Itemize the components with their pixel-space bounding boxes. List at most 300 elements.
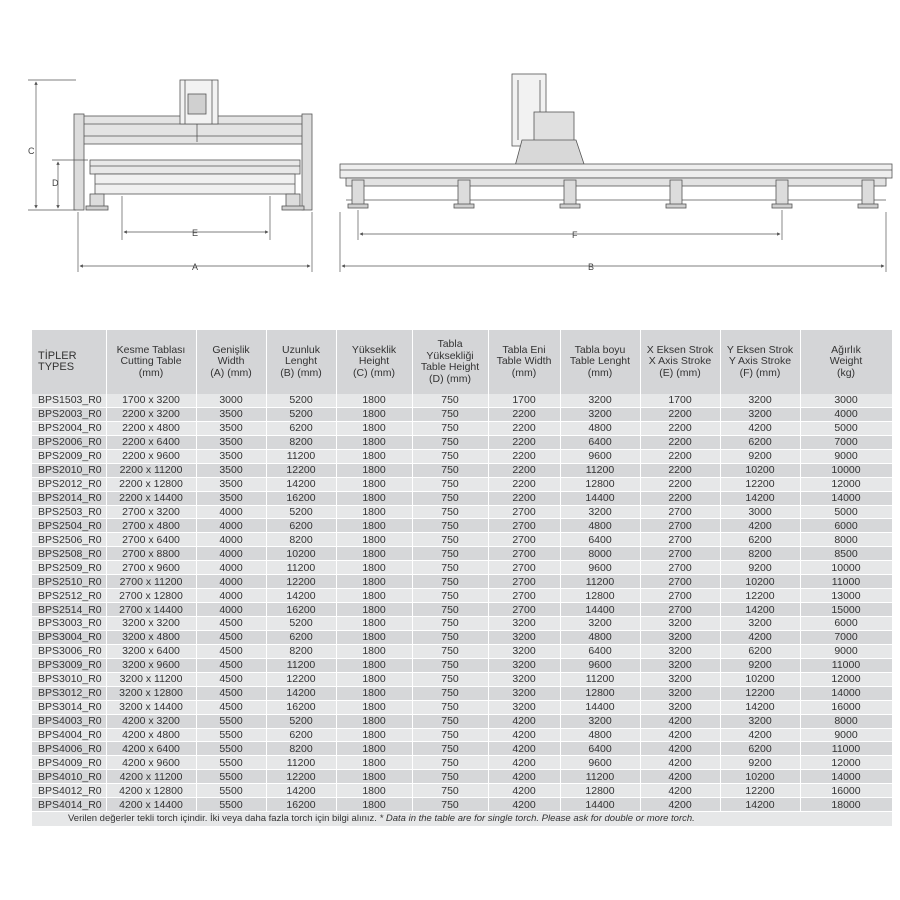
table-cell: 2700 x 11200 (106, 575, 196, 589)
table-cell: 6400 (560, 533, 640, 547)
table-cell: 3200 x 11200 (106, 672, 196, 686)
table-cell: 16200 (266, 603, 336, 617)
table-cell: 2200 x 3200 (106, 407, 196, 421)
table-cell: 3000 (196, 394, 266, 407)
table-row (32, 519, 892, 533)
spec-table-section (32, 330, 892, 826)
table-cell: 4800 (560, 519, 640, 533)
table-cell: 1800 (336, 630, 412, 644)
table-cell: 2700 x 3200 (106, 505, 196, 519)
table-cell: 14000 (800, 491, 892, 505)
table-cell: 5200 (266, 407, 336, 421)
table-cell: 12800 (560, 784, 640, 798)
table-cell: 14000 (800, 770, 892, 784)
type-cell: BPS2004_R0 (32, 421, 106, 435)
table-cell: 9000 (800, 644, 892, 658)
side-view-drawing (340, 74, 892, 208)
column-header (196, 330, 266, 394)
table-cell: 16000 (800, 700, 892, 714)
table-cell: 8200 (720, 547, 800, 561)
column-header-line: (mm) (511, 366, 537, 379)
table-cell: 9600 (560, 756, 640, 770)
table-cell: 4200 (720, 519, 800, 533)
table-cell: 750 (412, 686, 488, 700)
table-row (32, 784, 892, 798)
table-row (32, 477, 892, 491)
table-cell: 750 (412, 407, 488, 421)
table-cell: 1800 (336, 533, 412, 547)
table-cell: 8200 (266, 644, 336, 658)
table-cell: 1700 x 3200 (106, 394, 196, 407)
table-cell: 5200 (266, 617, 336, 631)
table-footnote (32, 812, 892, 826)
table-cell: 2700 (488, 575, 560, 589)
table-cell: 12200 (266, 672, 336, 686)
table-cell: 14000 (800, 686, 892, 700)
table-cell: 5500 (196, 714, 266, 728)
column-header-line: Tabla (437, 338, 463, 350)
table-cell: 5000 (800, 421, 892, 435)
table-cell: 2700 x 8800 (106, 547, 196, 561)
table-cell: 4200 x 11200 (106, 770, 196, 784)
table-cell: 4200 (720, 421, 800, 435)
table-cell: 1800 (336, 435, 412, 449)
table-cell: 8200 (266, 435, 336, 449)
table-cell: 4200 (720, 630, 800, 644)
table-cell: 4500 (196, 630, 266, 644)
table-row (32, 658, 892, 672)
table-cell: 2700 x 4800 (106, 519, 196, 533)
table-cell: 2700 (640, 603, 720, 617)
table-cell: 750 (412, 589, 488, 603)
table-cell: 3500 (196, 421, 266, 435)
table-row (32, 435, 892, 449)
table-cell: 750 (412, 658, 488, 672)
table-cell: 14200 (266, 589, 336, 603)
table-cell: 750 (412, 421, 488, 435)
table-cell: 4200 (488, 742, 560, 756)
table-cell: 4200 (720, 728, 800, 742)
table-cell: 1800 (336, 575, 412, 589)
table-cell: 750 (412, 700, 488, 714)
table-cell: 4200 x 4800 (106, 728, 196, 742)
table-cell: 3500 (196, 449, 266, 463)
table-cell: 4200 x 12800 (106, 784, 196, 798)
table-cell: 2700 (640, 519, 720, 533)
table-cell: 12800 (560, 589, 640, 603)
table-cell: 2200 x 4800 (106, 421, 196, 435)
table-cell: 3500 (196, 491, 266, 505)
table-cell: 1800 (336, 617, 412, 631)
table-cell: 14400 (560, 491, 640, 505)
table-cell: 1800 (336, 491, 412, 505)
table-cell: 4200 (640, 728, 720, 742)
column-header-line: Y Eksen Strok (726, 343, 794, 356)
column-header-line: TYPES (38, 361, 75, 373)
front-view-drawing (74, 80, 312, 210)
table-cell: 1800 (336, 603, 412, 617)
table-row (32, 589, 892, 603)
table-row (32, 463, 892, 477)
table-cell: 11200 (560, 463, 640, 477)
table-cell: 18000 (800, 798, 892, 812)
machine-drawings (0, 0, 900, 300)
table-cell: 4200 (640, 714, 720, 728)
table-cell: 11200 (266, 658, 336, 672)
table-cell: 11000 (800, 575, 892, 589)
table-cell: 4000 (196, 575, 266, 589)
table-cell: 4800 (560, 728, 640, 742)
column-header-line: Weight (829, 355, 863, 368)
table-cell: 3200 (640, 630, 720, 644)
type-cell: BPS2003_R0 (32, 407, 106, 421)
table-cell: 5500 (196, 798, 266, 812)
table-cell: 2700 (640, 533, 720, 547)
type-cell: BPS2010_R0 (32, 463, 106, 477)
table-cell: 10200 (720, 770, 800, 784)
table-cell: 4800 (560, 630, 640, 644)
table-cell: 2200 x 9600 (106, 449, 196, 463)
table-cell: 12200 (266, 463, 336, 477)
table-row (32, 505, 892, 519)
table-cell: 1800 (336, 784, 412, 798)
table-cell: 750 (412, 603, 488, 617)
column-header-line: Table Lenght (569, 355, 631, 368)
table-cell: 14400 (560, 603, 640, 617)
table-cell: 4000 (196, 561, 266, 575)
table-cell: 750 (412, 798, 488, 812)
table-cell: 4000 (196, 603, 266, 617)
table-row (32, 407, 892, 421)
table-row (32, 700, 892, 714)
table-row (32, 491, 892, 505)
table-cell: 11200 (560, 770, 640, 784)
table-cell: 4000 (800, 407, 892, 421)
table-cell: 5200 (266, 394, 336, 407)
table-cell: 4200 x 14400 (106, 798, 196, 812)
table-cell: 1800 (336, 770, 412, 784)
table-cell: 11000 (800, 658, 892, 672)
table-cell: 3200 (640, 672, 720, 686)
table-cell: 750 (412, 449, 488, 463)
table-cell: 6400 (560, 435, 640, 449)
table-cell: 8200 (266, 742, 336, 756)
table-cell: 750 (412, 644, 488, 658)
table-cell: 9600 (560, 561, 640, 575)
type-cell: BPS3010_R0 (32, 672, 106, 686)
table-cell: 1800 (336, 421, 412, 435)
dimension-label-f: F (572, 230, 578, 240)
table-cell: 9600 (560, 449, 640, 463)
table-cell: 1800 (336, 686, 412, 700)
table-cell: 8500 (800, 547, 892, 561)
column-header-line: (E) (mm) (659, 366, 701, 379)
table-cell: 12200 (720, 784, 800, 798)
table-row (32, 603, 892, 617)
type-cell: BPS4014_R0 (32, 798, 106, 812)
table-cell: 750 (412, 756, 488, 770)
table-cell: 1800 (336, 644, 412, 658)
table-cell: 4000 (196, 547, 266, 561)
table-cell: 750 (412, 435, 488, 449)
table-cell: 2700 (640, 575, 720, 589)
table-cell: 6000 (800, 617, 892, 631)
table-cell: 2700 (488, 505, 560, 519)
table-cell: 750 (412, 547, 488, 561)
table-cell: 2200 (640, 449, 720, 463)
table-cell: 9600 (560, 658, 640, 672)
table-cell: 3200 (560, 505, 640, 519)
table-cell: 3200 (640, 686, 720, 700)
table-cell: 11200 (266, 561, 336, 575)
column-header-line: (kg) (836, 366, 856, 379)
table-cell: 6200 (266, 421, 336, 435)
column-header-line: Yükseklik (351, 343, 397, 356)
table-cell: 4000 (196, 505, 266, 519)
column-header-line: Table Height (420, 361, 480, 373)
table-body (32, 394, 892, 812)
table-cell: 3200 (560, 617, 640, 631)
type-cell: BPS2508_R0 (32, 547, 106, 561)
table-cell: 1800 (336, 798, 412, 812)
column-header (488, 330, 560, 394)
table-cell: 750 (412, 630, 488, 644)
table-cell: 6200 (266, 519, 336, 533)
column-header-line: (A) (mm) (210, 366, 252, 379)
column-header-line: Genişlik (212, 343, 250, 356)
table-cell: 3200 (488, 630, 560, 644)
table-header-row (32, 330, 892, 394)
table-cell: 1800 (336, 561, 412, 575)
table-cell: 4200 (640, 784, 720, 798)
table-cell: 3200 (488, 700, 560, 714)
column-header-line: X Eksen Strok (646, 343, 714, 356)
dimension-label-b: B (588, 262, 595, 272)
table-cell: 2700 x 6400 (106, 533, 196, 547)
table-row (32, 394, 892, 407)
table-cell: 9200 (720, 756, 800, 770)
table-cell: 3200 x 9600 (106, 658, 196, 672)
table-cell: 7000 (800, 630, 892, 644)
dimension-label-e: E (192, 228, 199, 238)
table-cell: 3200 (488, 672, 560, 686)
table-cell: 750 (412, 728, 488, 742)
table-cell: 5500 (196, 742, 266, 756)
table-cell: 5200 (266, 505, 336, 519)
column-header (560, 330, 640, 394)
column-header-line: (D) (mm) (429, 372, 471, 385)
table-cell: 4200 (640, 770, 720, 784)
table-cell: 750 (412, 463, 488, 477)
type-cell: BPS2012_R0 (32, 477, 106, 491)
table-cell: 2200 (640, 407, 720, 421)
table-cell: 750 (412, 672, 488, 686)
table-cell: 3200 (720, 617, 800, 631)
table-cell: 4200 (488, 714, 560, 728)
table-cell: 2700 (640, 589, 720, 603)
table-row (32, 547, 892, 561)
table-cell: 2700 (488, 589, 560, 603)
table-cell: 2200 (488, 421, 560, 435)
table-cell: 6200 (720, 533, 800, 547)
column-header (412, 330, 488, 394)
table-cell: 2200 x 14400 (106, 491, 196, 505)
table-cell: 9000 (800, 449, 892, 463)
table-row (32, 798, 892, 812)
table-cell: 1800 (336, 449, 412, 463)
column-header (32, 330, 106, 394)
table-row (32, 686, 892, 700)
column-header-line: (F) (mm) (739, 366, 781, 379)
table-cell: 1800 (336, 407, 412, 421)
table-cell: 3200 (488, 644, 560, 658)
dimension-label-a: A (192, 262, 199, 272)
type-cell: BPS4004_R0 (32, 728, 106, 742)
table-cell: 3200 (488, 617, 560, 631)
table-cell: 3000 (800, 394, 892, 407)
table-cell: 2700 (640, 547, 720, 561)
table-cell: 13000 (800, 589, 892, 603)
column-header-line: TİPLER (38, 349, 77, 362)
type-cell: BPS4006_R0 (32, 742, 106, 756)
column-header-line: Y Axis Stroke (728, 355, 792, 368)
table-cell: 750 (412, 714, 488, 728)
table-cell: 4500 (196, 617, 266, 631)
table-cell: 4200 x 9600 (106, 756, 196, 770)
table-row (32, 742, 892, 756)
table-cell: 2200 x 12800 (106, 477, 196, 491)
table-cell: 750 (412, 505, 488, 519)
table-row (32, 449, 892, 463)
table-cell: 1800 (336, 463, 412, 477)
table-cell: 5500 (196, 784, 266, 798)
table-cell: 3200 x 3200 (106, 617, 196, 631)
column-header (106, 330, 196, 394)
table-cell: 12200 (720, 686, 800, 700)
table-cell: 2700 x 9600 (106, 561, 196, 575)
column-header (640, 330, 720, 394)
type-cell: BPS2509_R0 (32, 561, 106, 575)
column-header (720, 330, 800, 394)
table-cell: 2200 (488, 463, 560, 477)
table-cell: 3200 x 12800 (106, 686, 196, 700)
type-cell: BPS4010_R0 (32, 770, 106, 784)
table-cell: 2200 (640, 421, 720, 435)
table-cell: 4200 (640, 798, 720, 812)
table-cell: 8000 (800, 714, 892, 728)
column-header-line: Height (358, 355, 390, 368)
column-header-line: Ağırlık (831, 343, 861, 356)
table-cell: 10200 (720, 672, 800, 686)
table-cell: 10000 (800, 561, 892, 575)
type-cell: BPS3006_R0 (32, 644, 106, 658)
table-cell: 3200 (640, 658, 720, 672)
table-cell: 4000 (196, 519, 266, 533)
table-cell: 1800 (336, 756, 412, 770)
type-cell: BPS2514_R0 (32, 603, 106, 617)
table-cell: 3200 (720, 407, 800, 421)
table-cell: 2200 (488, 435, 560, 449)
column-header-line: Tabla Eni (502, 343, 546, 356)
type-cell: BPS2512_R0 (32, 589, 106, 603)
table-cell: 4200 (488, 728, 560, 742)
table-cell: 6200 (266, 728, 336, 742)
table-cell: 2200 (640, 477, 720, 491)
spec-table (32, 330, 893, 812)
table-cell: 11000 (800, 742, 892, 756)
table-cell: 12000 (800, 672, 892, 686)
column-header (800, 330, 892, 394)
table-cell: 14400 (560, 798, 640, 812)
table-cell: 3200 (720, 714, 800, 728)
table-cell: 6200 (720, 644, 800, 658)
table-cell: 2200 (488, 477, 560, 491)
table-cell: 14200 (720, 798, 800, 812)
type-cell: BPS2014_R0 (32, 491, 106, 505)
table-cell: 750 (412, 770, 488, 784)
table-cell: 5500 (196, 756, 266, 770)
table-cell: 4200 (488, 784, 560, 798)
table-cell: 2200 x 11200 (106, 463, 196, 477)
table-cell: 750 (412, 533, 488, 547)
table-cell: 3200 (640, 700, 720, 714)
table-cell: 8200 (266, 533, 336, 547)
table-cell: 2700 (488, 547, 560, 561)
table-row (32, 575, 892, 589)
table-cell: 3200 (488, 658, 560, 672)
table-cell: 4000 (196, 589, 266, 603)
column-header-line: Yüksekliği (426, 349, 474, 362)
table-row (32, 421, 892, 435)
table-cell: 12800 (560, 477, 640, 491)
table-cell: 1700 (488, 394, 560, 407)
table-cell: 4200 x 6400 (106, 742, 196, 756)
footnote-en: * Data in the table are for single torch. Please ask for double or more torch. (379, 813, 695, 825)
table-cell: 12200 (720, 589, 800, 603)
table-cell: 5000 (800, 505, 892, 519)
table-cell: 16200 (266, 700, 336, 714)
table-cell: 2200 (488, 407, 560, 421)
table-cell: 3200 (640, 617, 720, 631)
table-cell: 4500 (196, 672, 266, 686)
table-cell: 1800 (336, 519, 412, 533)
table-cell: 1700 (640, 394, 720, 407)
table-cell: 3200 (720, 394, 800, 407)
table-cell: 1800 (336, 505, 412, 519)
table-cell: 8000 (560, 547, 640, 561)
type-cell: BPS2009_R0 (32, 449, 106, 463)
type-cell: BPS3003_R0 (32, 617, 106, 631)
table-cell: 14200 (266, 477, 336, 491)
table-cell: 750 (412, 519, 488, 533)
column-header-line: Kesme Tablası (116, 343, 186, 356)
table-cell: 2200 (488, 491, 560, 505)
table-cell: 2700 x 14400 (106, 603, 196, 617)
table-cell: 2700 x 12800 (106, 589, 196, 603)
table-cell: 12000 (800, 477, 892, 491)
table-cell: 2200 (640, 463, 720, 477)
table-cell: 10200 (720, 463, 800, 477)
column-header-line: X Axis Stroke (648, 355, 712, 368)
table-cell: 14200 (720, 491, 800, 505)
type-cell: BPS2503_R0 (32, 505, 106, 519)
table-cell: 14200 (266, 686, 336, 700)
table-cell: 6200 (266, 630, 336, 644)
table-cell: 3000 (720, 505, 800, 519)
table-cell: 3500 (196, 407, 266, 421)
table-cell: 3500 (196, 463, 266, 477)
table-row (32, 561, 892, 575)
